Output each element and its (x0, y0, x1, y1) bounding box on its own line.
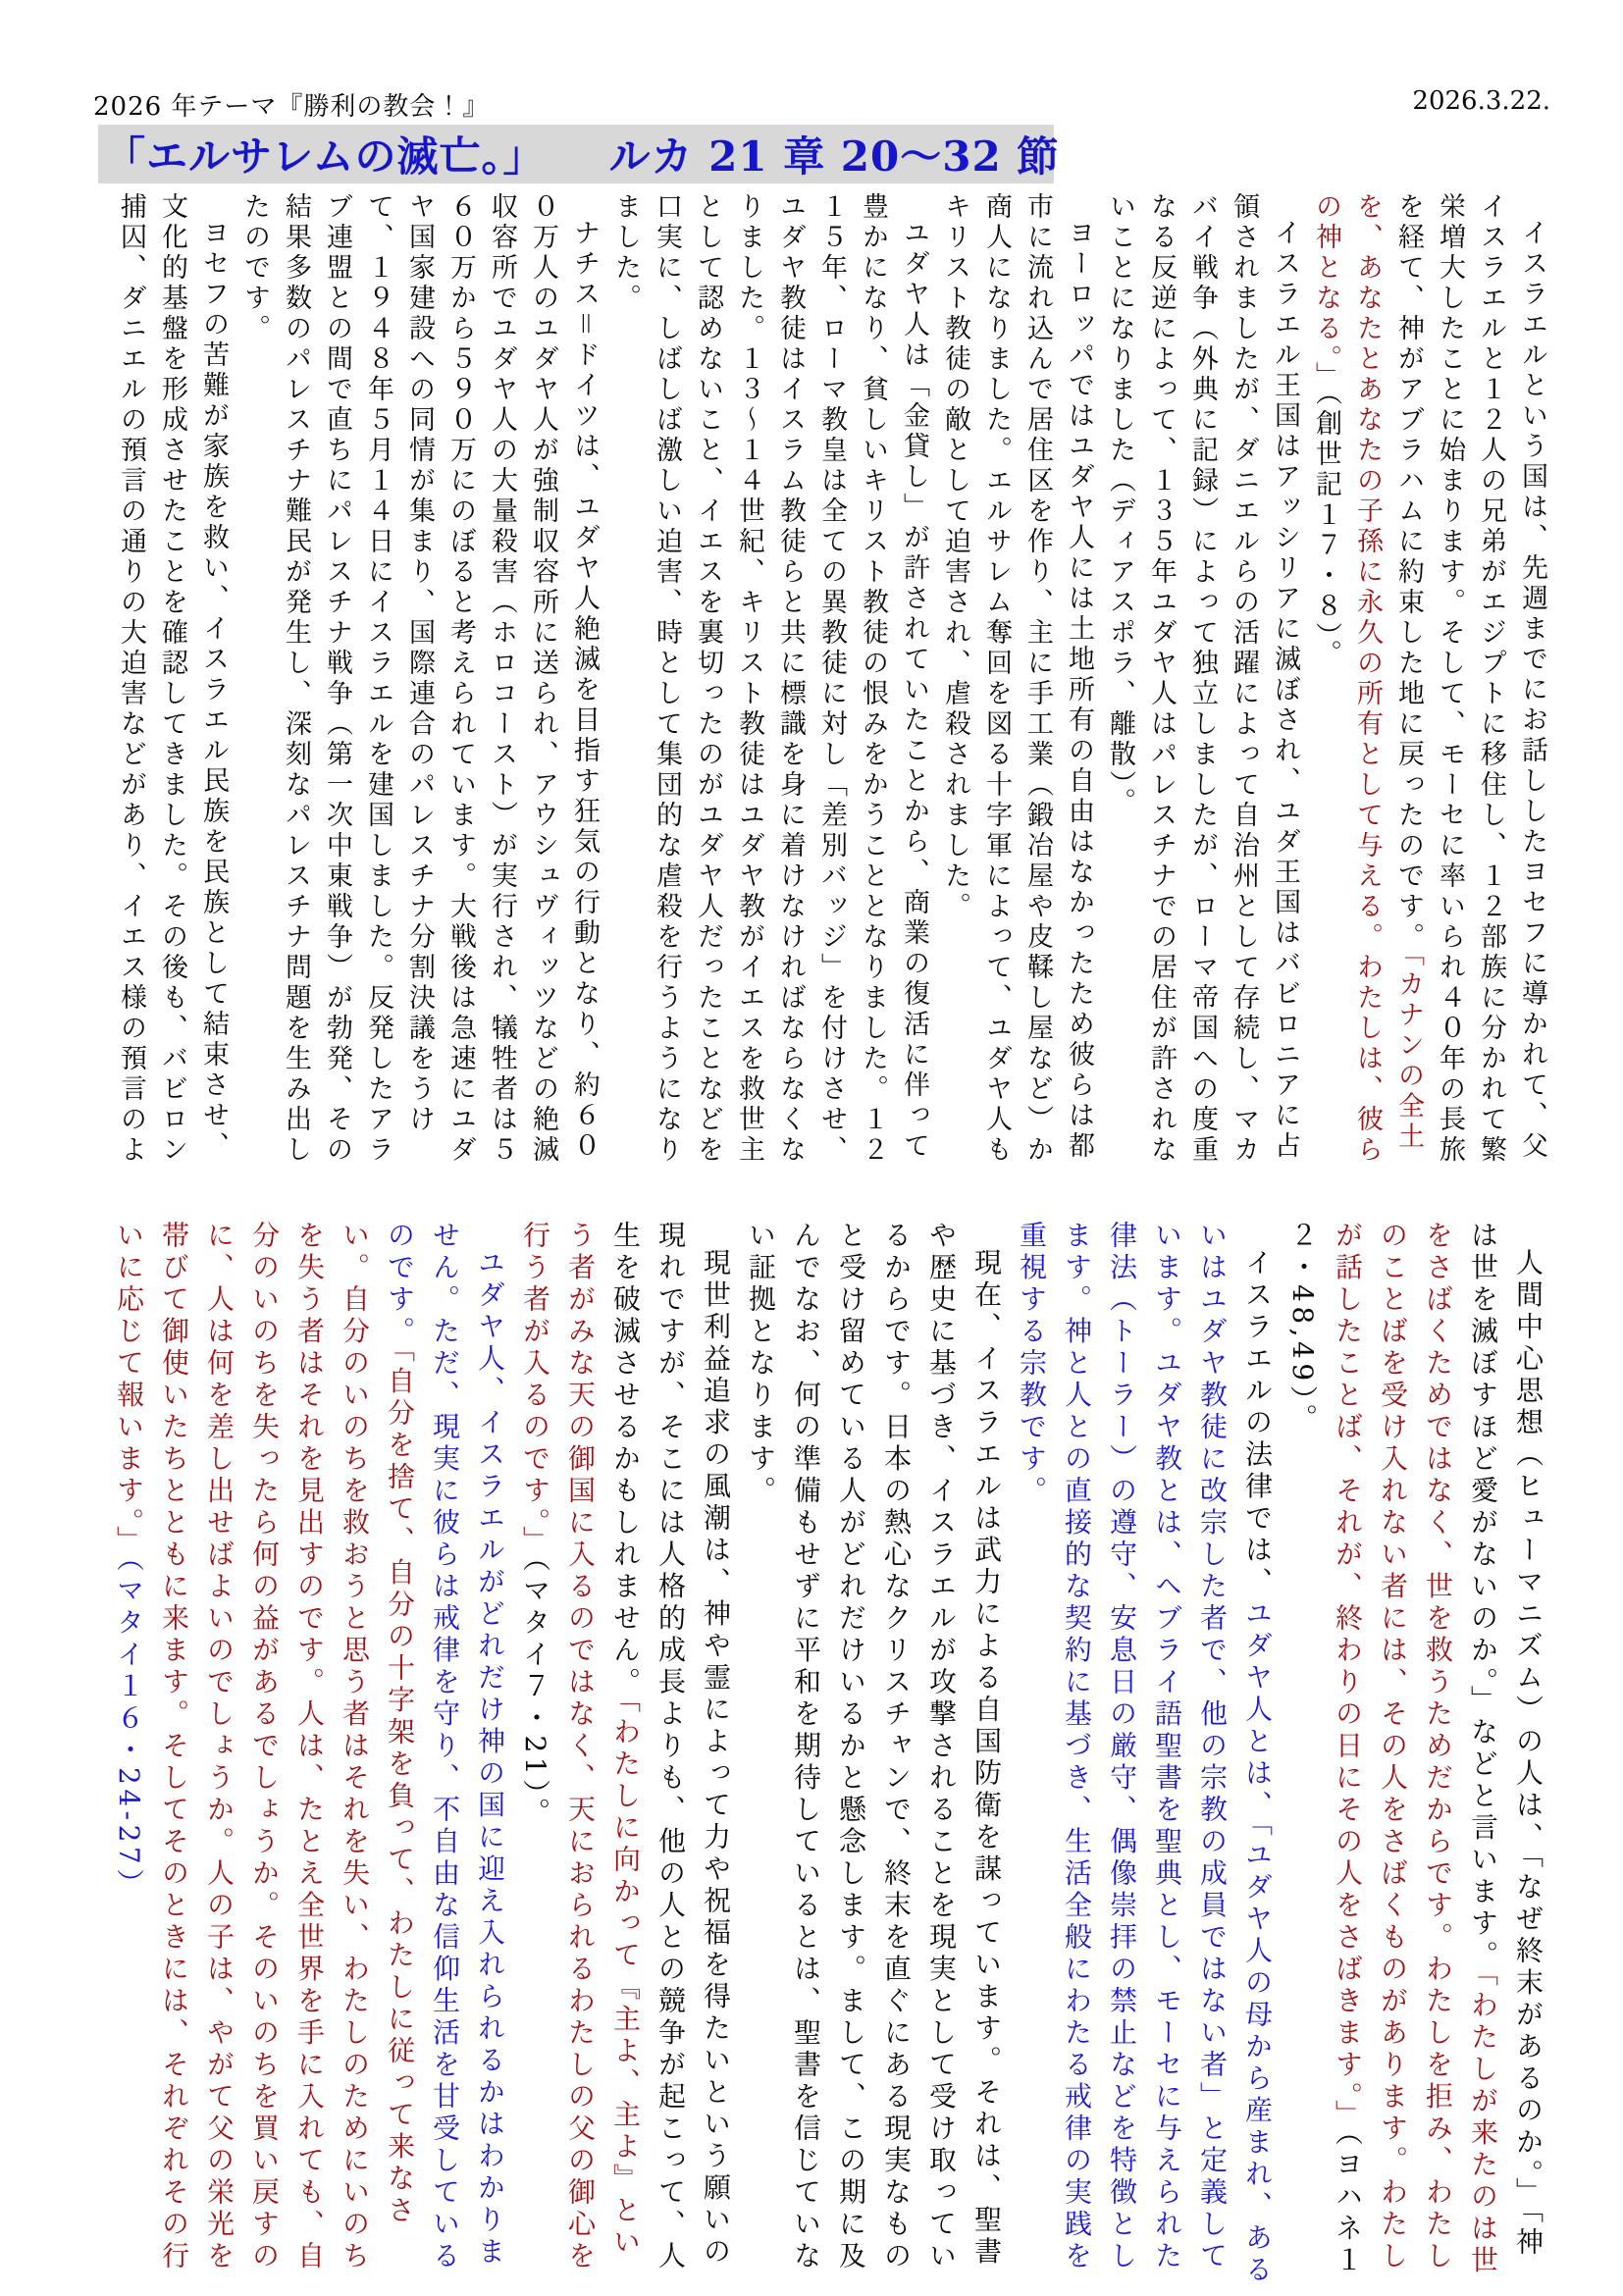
text-segment-black: イスラエルの法律では、 (1241, 1248, 1274, 1599)
text-segment-black: （創世記１７・８）。 (1311, 391, 1341, 670)
paragraph (934, 192, 1099, 1187)
paragraph (1009, 1221, 1280, 2288)
top-text-block (67, 192, 1552, 1187)
annual-theme-header: 2026 年テーマ『勝利の教会！』 (93, 92, 490, 122)
paragraph (234, 192, 604, 1187)
document-date: 2026.3.22. (1412, 86, 1550, 116)
text-segment-red: 「わたしに向かって『主よ、主よ』という者がみな天の御国に入るのではなく、天におられるわたしの父の御心を行う者が入るのです。」 (519, 1221, 642, 2273)
text-segment-black: （マタイ７・21）。 (519, 1557, 551, 1830)
text-segment-red: 「わたしが来たのは世をさばくためではなく、世を救うためだからです。わたしを拒み、わたしのことばを受け入れない者には、その人をさばくものがあります。わたしが話したことば、それが、終わりの日にその人をさばきます。」 (1332, 1221, 1499, 2277)
text-segment-red: 「自分を捨て、自分の十字架を負って、わたしに従って来なさい。自分のいのちを救おうと思う者はそれを失い、わたしのためにいのちを失う者はそれを見出すのです。人は、たとえ全世界を手に入れても、自分のいのちを失ったら何の益があるでしょうか。そのいのちを買い戻すのに、人は何を差し出せばよいのでしょうか。人の子は、やがて父の栄光を帯びて御使いたちとともに来ます。そしてそのときには、それぞれその行いに応じて報います。」 (113, 1221, 416, 2273)
paragraph (604, 192, 934, 1187)
text-segment-black: イスラエルという国は、先週までにお話ししたヨセフに導かれて、父イスラエルと１２人の兄弟がエジプトに移住し、１２部族に分かれて繁栄増大したことに始まります。そして、モーセに率いられ４０年の長旅を経て、神がアブラハムに約束した地に戻ったのです。 (1393, 192, 1547, 1166)
text-segment-black: 人間中心思想（ヒューマニズム）の人は、「なぜ終末があるのか。」「神は世を滅ぼすほど愛がないのか。」などと言います。 (1467, 1221, 1544, 2260)
text-segment-black: ヨーロッパではユダヤ人には土地所有の自由はなかったため彼らは都市に流れ込んで居住区を作り、主に手工業（鍛冶屋や皮鞣し屋など）か商人になりました。エルサレム奪回を図る十字軍によって、ユダヤ人もキリスト教徒の敵として迫害され、虐殺されました。 (940, 192, 1094, 1166)
paragraph (738, 1221, 1009, 2288)
sermon-title-bar (98, 125, 1060, 183)
text-segment-black: イスラエル王国はアッシリアに滅ぼされ、ユダ王国はバビロニアに占領されましたが、ダニエルらの活躍によって自治州として存続し、マカバイ戦争（外典に記録）によって独立しましたが、ローマ帝国への度重なる反逆によって、１３５年ユダヤ人はパレスチナでの居住が許されないことになりました（ディアスポラ、離散）。 (1105, 192, 1300, 1166)
sermon-title: 「エルサレムの滅亡。」 ルカ 21 章 20～32 節 (104, 132, 1060, 181)
text-segment-black: ユダヤ人は「金貸し」が許されていたことから、商業の復活に伴って豊かになり、貧しいキリスト教徒の恨みをかうこととなりました。１２１５年、ローマ教皇は全ての異教徒に対し「差別バッジ」を付けさせ、ユダヤ教徒はイスラム教徒らと共に標識を身に着けなければならなくなりました。１３〜１４世紀、キリスト教徒はユダヤ教がイエスを救世主として認めないこと、イエスを裏切ったのがユダヤ人だったことなどを口実に、しばしば激しい迫害、時として集団的な虐殺を行うようになりました。 (610, 192, 929, 1166)
paragraph (1280, 1221, 1550, 2288)
paragraph (1305, 192, 1552, 1187)
text-segment-black: （ヨハネ１２・48,49）。 (1286, 1221, 1364, 2277)
text-segment-black: 現世利益追求の風潮は、神や霊によって力や祝福を得たいという願いの現れですが、そこには人格的成長よりも、他の人との競争が起こって、人生を破滅させるかもしれません。 (609, 1221, 732, 2273)
text-segment-blue: ユダヤ人、イスラエルがどれだけ神の国に迎え入れられるかはわかりません。ただ、現実に彼らは戒律を守り、不自由な信仰生活を甘受しているのです。 (384, 1221, 506, 2273)
bottom-text-block (86, 1221, 1550, 2288)
paragraph (106, 1221, 512, 2288)
paragraph (1099, 192, 1305, 1187)
text-segment-blue: （マタイ１６・24-27） (113, 1557, 145, 1901)
text-segment-black: ヨセフの苦難が家族を救い、イスラエル民族を民族として結束させ、文化的基盤を形成させたことを確認してきました。その後も、バビロン捕囚、ダニエルの預言の通りの大迫害などがあり、イエス様の預言のよ (116, 192, 229, 1166)
text-segment-black: 現在、イスラエルは武力による自国防衛を謀っています。それは、聖書や歴史に基づき、イスラエルが攻撃されることを現実として受け取っているからです。日本の熱心なクリスチャンで、終末を直ぐにある現実なものと受け留めている人がどれだけいるかと懸念します。まして、この期に及んでなお、何の準備もせずに平和を期待しているとは、聖書を信じていない証拠となります。 (745, 1221, 1003, 2273)
paragraph (512, 1221, 738, 2288)
text-segment-black: ナチス＝ドイツは、ユダヤ人絶滅を目指す狂気の行動となり、約６００万人のユダヤ人が強制収容所に送られ、アウシュヴィッツなどの絶滅収容所でユダヤ人の大量殺害（ホロコースト）が実行され、犠牲者は５６０万から５９０万にのぼると考えられています。大戦後は急速にユダヤ国家建設への同情が集まり、国際連合のパレスチナ分割決議をうけて、１９４８年５月１４日にイスラエルを建国しました。反発したアラブ連盟との間で直ちにパレスチナ戦争（第一次中東戦争）が勃発、その結果多数のパレスチナ難民が発生し、深刻なパレスチナ問題を生み出したのです。 (239, 192, 600, 1166)
paragraph (110, 192, 234, 1187)
text-segment-blue: ユダヤ人とは、「ユダヤ人の母から産まれ、あるいはユダヤ教徒に改宗した者で、他の宗教の成員ではない者」と定義しています。ユダヤ教とは、ヘブライ語聖書を聖典とし、モーセに与えられた律法（トーラー）の遵守、安息日の厳守、偶像崇拝の禁止などを特徴とします。神と人との直接的な契約に基づき、生活全般にわたる戒律の実践を重視する宗教です。 (1016, 1221, 1274, 2287)
text-segment-red: 「カナンの全土を、あなたとあなたの子孫に永久の所有として与える。わたしは、彼らの神となる。」 (1311, 192, 1424, 1166)
